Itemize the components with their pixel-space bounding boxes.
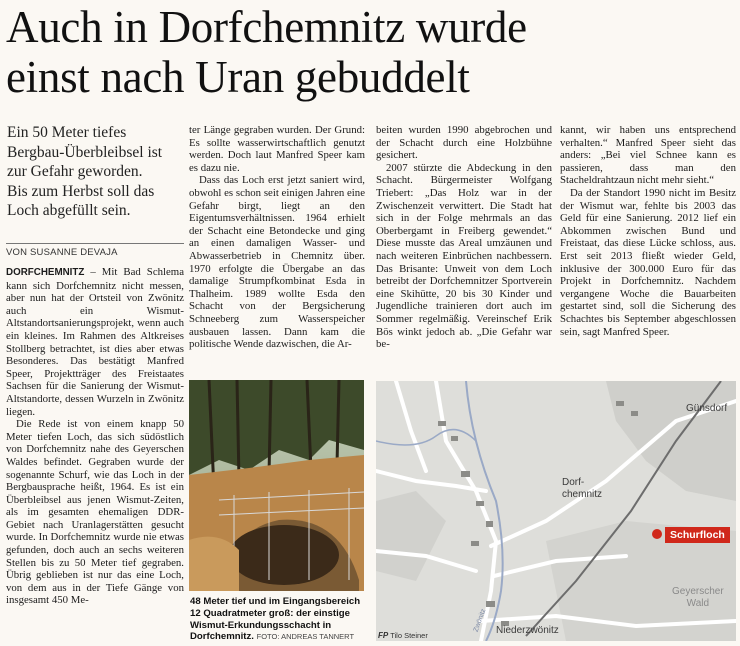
map-label-geyerscher-wald: Geyerscher Wald bbox=[672, 586, 724, 609]
byline: VON SUSANNE DEVAJA bbox=[6, 247, 118, 258]
newspaper-logo: FP bbox=[378, 631, 389, 640]
article-column-4 bbox=[560, 124, 736, 338]
shaft-photo bbox=[189, 380, 364, 591]
article-column-3 bbox=[376, 124, 552, 351]
article-column-2 bbox=[189, 124, 365, 351]
photo-caption bbox=[190, 596, 368, 643]
map-label-niederzwoenitz: Niederzwönitz bbox=[496, 625, 559, 636]
headline-line-1: Auch in Dorfchemnitz wurde bbox=[6, 2, 527, 52]
map-label-schurfloch: Schurfloch bbox=[665, 527, 730, 543]
photo-credit: FOTO: ANDREAS TANNERT bbox=[256, 632, 355, 642]
paragraph: ter Länge gegraben wurden. Der Grund: Es sollte wasserwirtschaftlich genutzt werden. Doch laut Manfred Speer kam es dazu nie. bbox=[189, 124, 365, 174]
intro-line: Bergbau-Überbleibsel ist bbox=[7, 143, 163, 161]
map-label-dorfchemnitz: Dorf- chemnitz bbox=[562, 477, 603, 500]
location-map bbox=[376, 381, 736, 641]
map-label-zwoenitz-river: Zwönitz bbox=[472, 607, 488, 634]
location-marker-icon bbox=[652, 529, 662, 539]
intro-line: Loch abgefüllt sein. bbox=[7, 202, 131, 219]
paragraph: Dass das Loch erst jetzt saniert wird, obwohl es schon seit einigen Jahren eine Gefahr birgt, liegt an den Eigentumsverhältnissen. 1964 erhielt der Schacht eine Betondecke und ging an einen damaligen Wasser- und Abwasserbetrieb in Chemnitz über. 1970 erfolgte die Übergabe an das damalige Strumpfkombinat Esda in Thalheim. 1989 wollte Esda den Schacht von der Bergsicherung Schneeberg zum Wasserspeicher ausbauen lassen. Dann kam die politische Wende dazwischen, die Ar- bbox=[189, 174, 365, 351]
paragraph: Die Rede ist von einem knapp 50 Meter tiefen Loch, das sich südöstlich von Dorfchemnitz nahe des Geyerschen Waldes befindet. Gegraben wurde der sogenannte Schurf, wie das Loch in der Bergbausprache heißt, 1964. Es ist ein Überbleibsel aus jenen Wismut-Zeiten, als im gesamten ehemaligen DDR-Gebiet nach Uranlagerstätten gesucht wurde. In Dorfchemnitz wurde nie etwas gefunden, doch auch an sechs weiteren Stellen bis zu 50 Meter tief gegraben. Übrig geblieben ist nur das eine Loch, von dem aus in der Tiefe Gänge von insgesamt 450 Me- bbox=[6, 418, 184, 607]
map-credit-author: Tilo Steiner bbox=[390, 631, 428, 640]
paragraph: beiten wurden 1990 abgebrochen und der Schacht durch eine Holzbühne gesichert. bbox=[376, 124, 552, 162]
byline-divider bbox=[6, 243, 184, 244]
map-label-guensdorf: Günsdorf bbox=[686, 403, 728, 414]
map-credit bbox=[378, 631, 428, 640]
dateline: DORFCHEMNITZ bbox=[6, 267, 85, 278]
headline bbox=[6, 2, 736, 102]
caption-text: 48 Meter tief und im Eingangsbereich 12 Quadratmeter groß: der einstige Wismut-Erkundungsschacht in Dorfchemnitz. bbox=[190, 596, 361, 643]
intro-line: Ein 50 Meter tiefes bbox=[7, 124, 127, 141]
intro-line: zur Gefahr geworden. bbox=[7, 163, 143, 180]
intro-teaser bbox=[7, 123, 183, 221]
article-column-1 bbox=[6, 266, 184, 607]
shaft-photo-illustration bbox=[189, 380, 364, 591]
paragraph: kannt, wir haben uns entsprechend verhalten.“ Manfred Speer sieht das anders: „Bei viel Schnee kann es passieren, dass man den Stacheldrahtzaun nicht mehr sieht.“ bbox=[560, 124, 736, 187]
headline-line-2: einst nach Uran gebuddelt bbox=[6, 52, 470, 102]
paragraph: 2007 stürzte die Abdeckung in den Schacht. Bürgermeister Wolfgang Triebert: „Das Holz war in der Zwischenzeit verwittert. Die Stadt hat sich in der Folge mehrmals an das Oberbergamt in Freiberg gewendet.“ Diese musste das Areal umzäunen und nach weiteren Einbrüchen nachbessern. Das Brisante: Unweit von dem Loch betreibt der Dorfchemnitzer Sportverein eine Skihütte, 20 bis 30 Kinder und Jugendliche trainieren dort auch im Sommer regelmäßig. Vereinschef Erik Bös winkt jedoch ab. „Die Gefahr war be- bbox=[376, 161, 552, 351]
intro-line: Bis zum Herbst soll das bbox=[7, 182, 155, 200]
paragraph: Da der Standort 1990 nicht im Besitz der Wismut war, fehlte bis 2003 das Geld für eine Sanierung. 2012 lief ein Abkommen zwischen Bund und Freistaat, das diese Lücke schloss, aus. Erst seit 2013 fließt wieder Geld, inklusive der 300.000 Euro für das Projekt in Dorfchemnitz. Nachdem vergangene Woche die Bauarbeiten gestartet sind, soll die Sicherung des Schachtes bis September abgeschlossen sein, sagt Manfred Speer. bbox=[560, 186, 736, 338]
paragraph: DORFCHEMNITZ – Mit Bad Schlema kann sich Dorfchemnitz nicht messen, aber nun hat der Ortsteil von Zwönitz auch ein Wismut-Altstandortsanierungsprojekt, wenn auch ein kleines. Im Rahmen des Altkreises Stollberg betrachtet, ist dies aber etwas Besonderes. Das bestätigt Manfred Speer, Projektträger des Freistaates Sachsen für die Sanierung der Wismut-Altstandorte, dessen Wurzeln in Zwönitz liegen. bbox=[6, 266, 184, 418]
